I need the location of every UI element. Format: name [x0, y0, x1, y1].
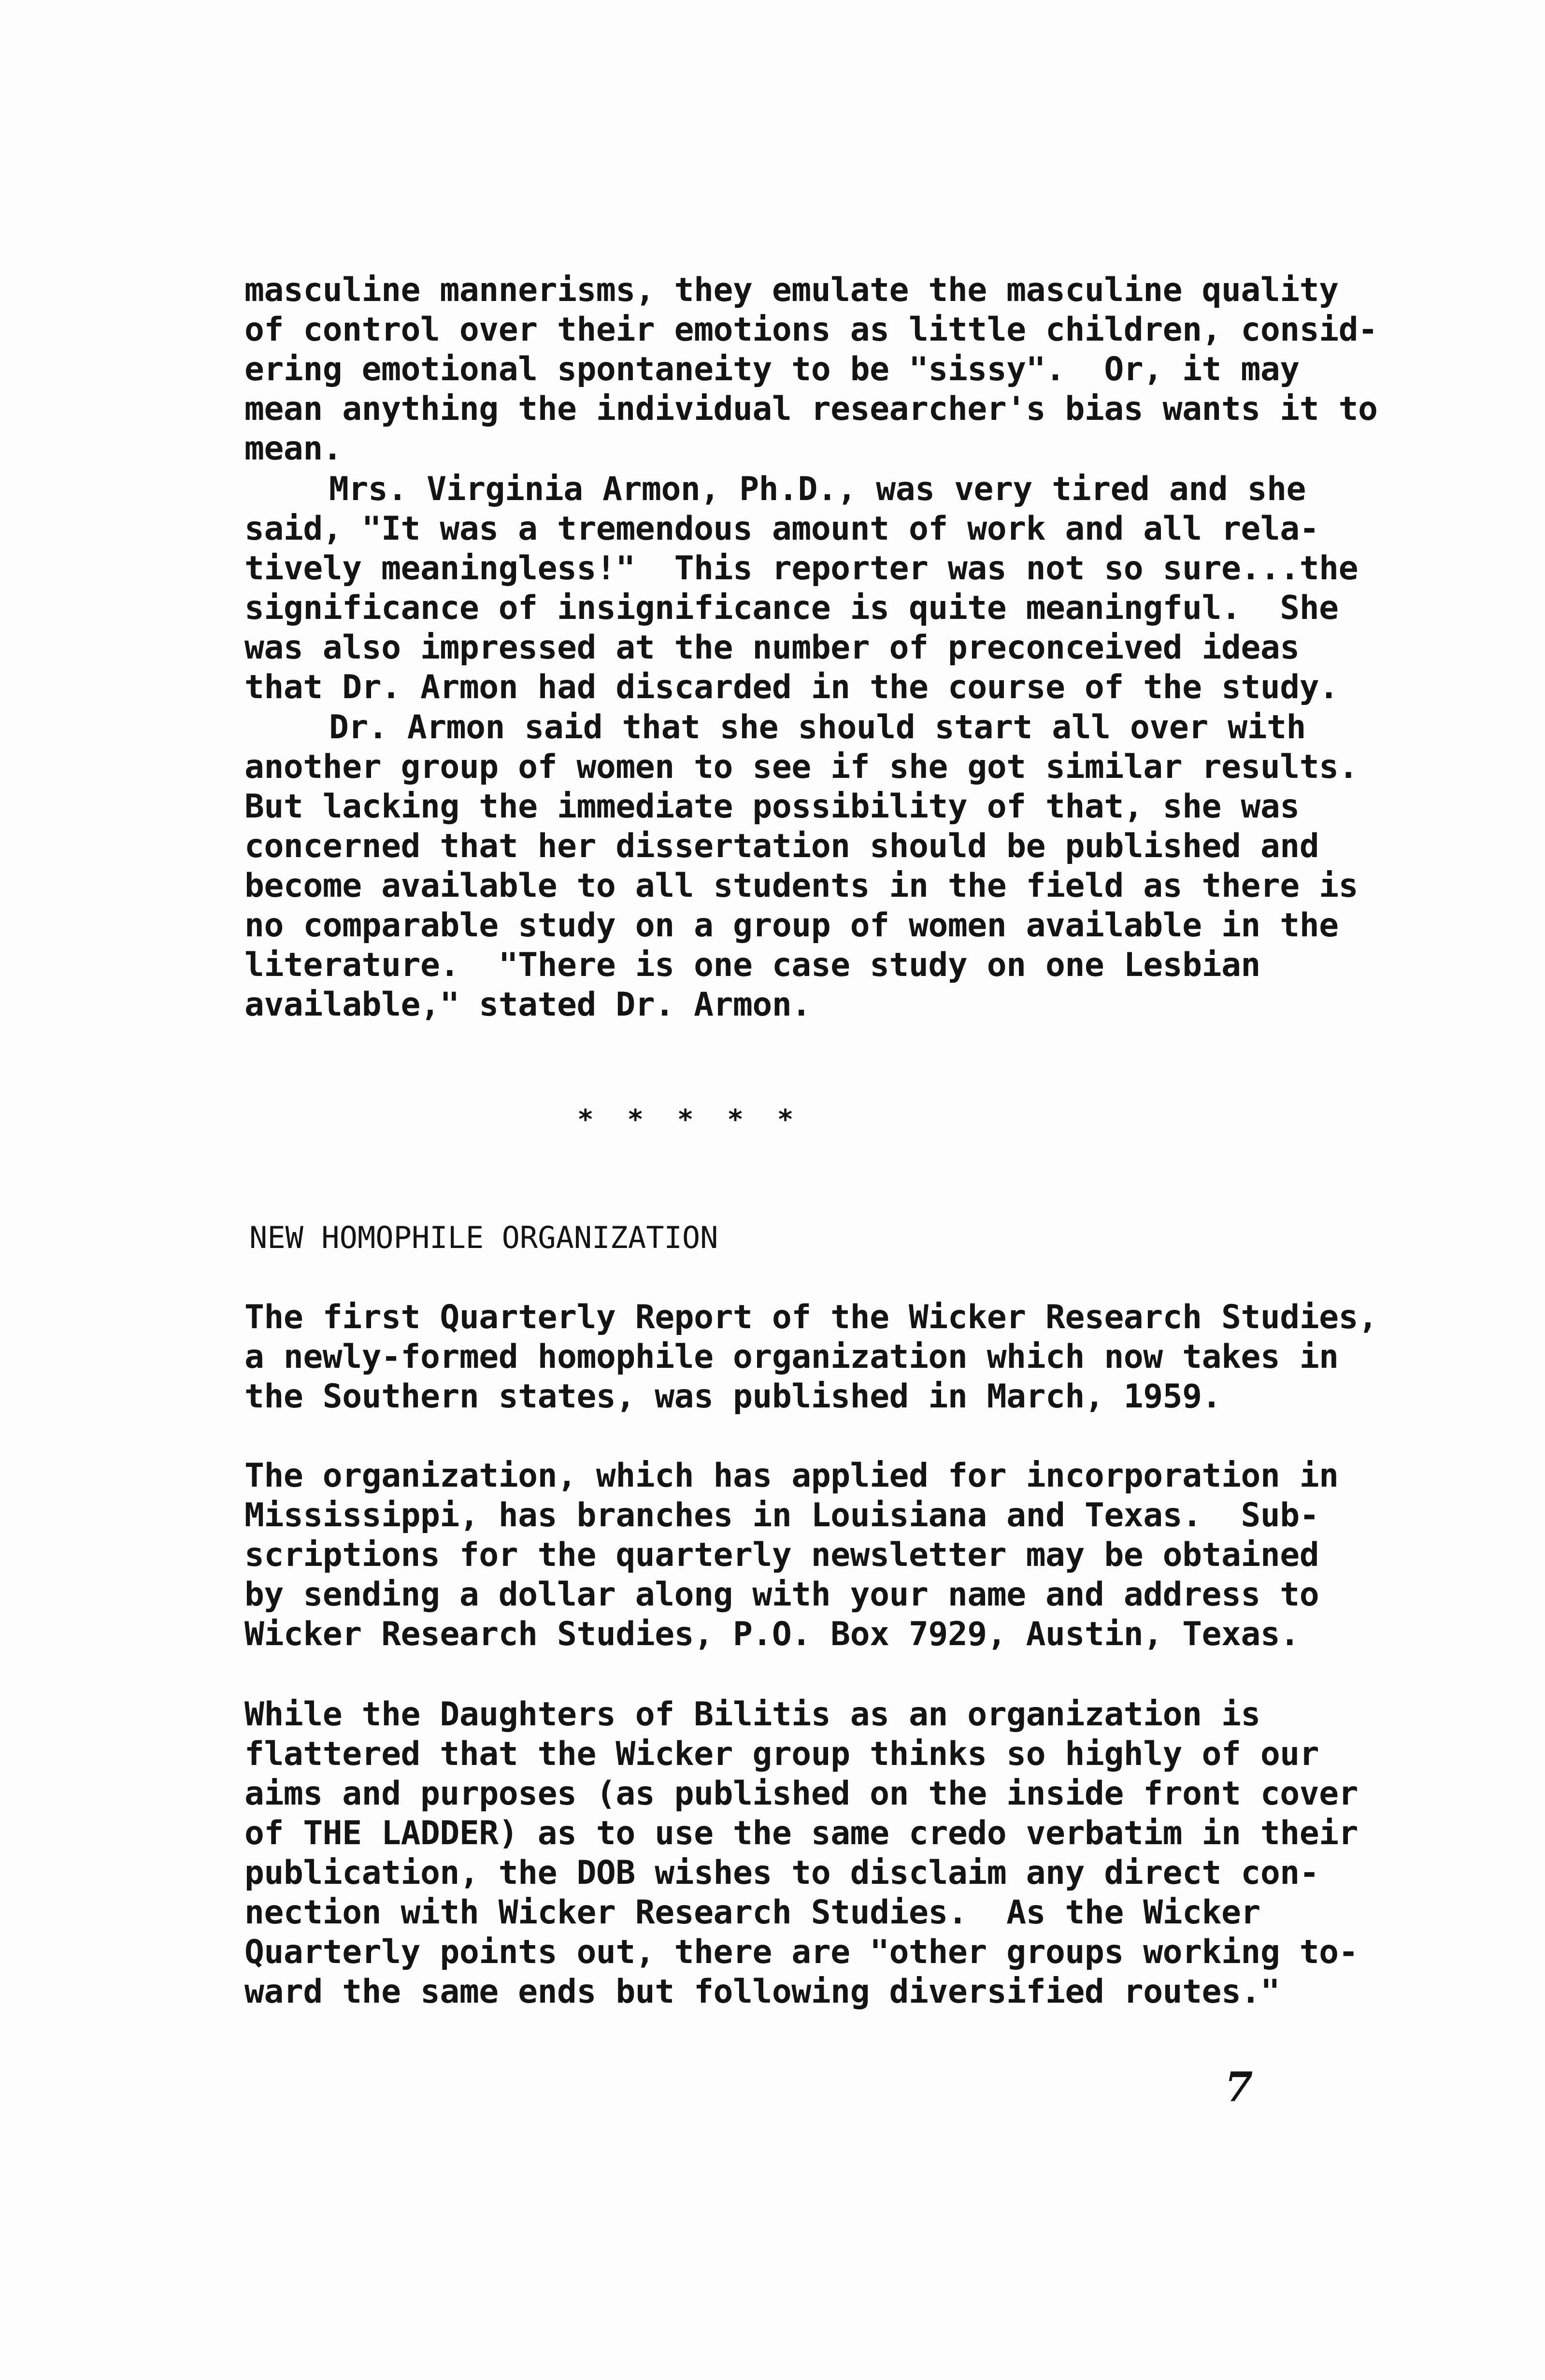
- text-line: mean anything the individual researcher's bias wants it to: [244, 390, 1378, 428]
- text-line: Mississippi, has branches in Louisiana and Texas. Sub-: [244, 1496, 1319, 1534]
- text-line: by sending a dollar along with your name and address to: [244, 1576, 1319, 1614]
- text-line: that Dr. Armon had discarded in the course of the study.: [244, 668, 1339, 706]
- text-line: But lacking the immediate possibility of that, she was: [244, 788, 1300, 826]
- text-line: no comparable study on a group of women available in the: [244, 906, 1339, 945]
- text-line: The first Quarterly Report of the Wicker Research Studies,: [244, 1298, 1378, 1336]
- text-line: Wicker Research Studies, P.O. Box 7929, Austin, Texas.: [244, 1615, 1300, 1653]
- text-line: of THE LADDER) as to use the same credo verbatim in their: [244, 1814, 1359, 1852]
- text-line: flattered that the Wicker group thinks so highly of our: [244, 1735, 1319, 1773]
- text-line: nection with Wicker Research Studies. As the Wicker: [244, 1893, 1260, 1932]
- text-line: concerned that her dissertation should be published and: [244, 827, 1319, 865]
- text-line: another group of women to see if she got similar results.: [244, 748, 1359, 786]
- text-line: Quarterly points out, there are "other groups working to-: [244, 1933, 1359, 1971]
- text-line: masculine mannerisms, they emulate the masculine quality: [244, 271, 1339, 309]
- text-line: of control over their emotions as little children, consid-: [244, 311, 1378, 349]
- text-line: become available to all students in the field as there is: [244, 867, 1359, 905]
- text-line: a newly-formed homophile organization which now takes in: [244, 1338, 1339, 1376]
- text-line: literature. "There is one case study on one Lesbian: [244, 946, 1260, 984]
- page-number: 7: [1225, 2063, 1253, 2111]
- section-separator: * * * * *: [577, 1104, 802, 1135]
- text-line: aims and purposes (as published on the inside front cover: [244, 1775, 1359, 1813]
- text-line: The organization, which has applied for incorporation in: [244, 1457, 1339, 1495]
- text-line: available," stated Dr. Armon.: [244, 986, 811, 1024]
- text-line: publication, the DOB wishes to disclaim any direct con-: [244, 1854, 1319, 1892]
- text-line: ward the same ends but following diversified routes.": [244, 1973, 1280, 2011]
- text-line: significance of insignificance is quite meaningful. She: [244, 589, 1339, 627]
- text-line: said, "It was a tremendous amount of work and all rela-: [244, 510, 1319, 548]
- text-line: While the Daughters of Bilitis as an organization is: [244, 1695, 1260, 1734]
- text-line: the Southern states, was published in March, 1959.: [244, 1377, 1221, 1416]
- text-line: scriptions for the quarterly newsletter may be obtained: [244, 1536, 1319, 1574]
- text-line: Mrs. Virginia Armon, Ph.D., was very tired and she: [329, 470, 1306, 508]
- text-line: mean.: [244, 430, 343, 468]
- text-line: was also impressed at the number of preconceived ideas: [244, 629, 1300, 667]
- text-line: tively meaningless!" This reporter was not so sure...the: [244, 549, 1359, 588]
- text-line: Dr. Armon said that she should start all over with: [329, 708, 1306, 746]
- section-heading: NEW HOMOPHILE ORGANIZATION: [249, 1220, 718, 1255]
- text-line: ering emotional spontaneity to be "sissy". Or, it may: [244, 350, 1300, 388]
